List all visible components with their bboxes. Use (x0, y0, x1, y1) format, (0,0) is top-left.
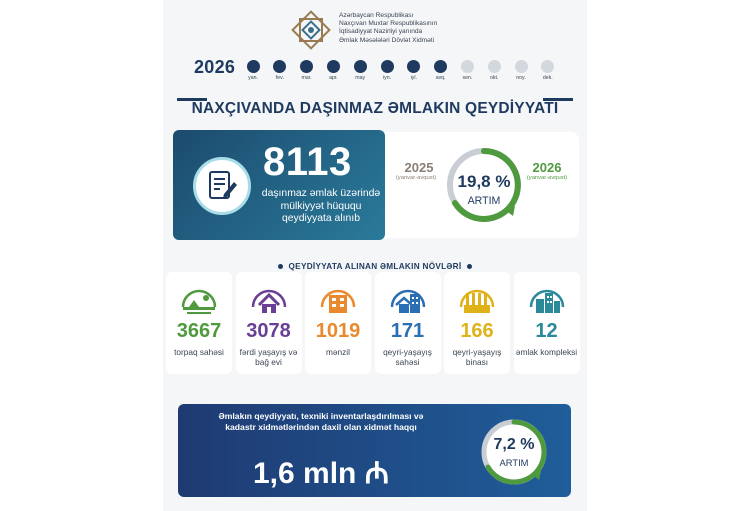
month-dot-inactive (515, 60, 528, 73)
month-dot-active (247, 60, 260, 73)
growth-label: ARTIM (467, 195, 501, 207)
month-item (238, 60, 268, 81)
category-label: qeyri-yaşayış sahəsi (383, 347, 432, 367)
month-dot-active (407, 60, 420, 73)
emblem-logo (290, 8, 332, 52)
category-value: 1019 (315, 320, 361, 342)
property-complex-icon (527, 285, 567, 317)
month-label: okt. (490, 75, 499, 81)
category-label: torpaq sahəsi (174, 347, 224, 357)
timeline-year: 2026 (194, 57, 236, 77)
category-value: 3667 (176, 320, 222, 342)
category-card (514, 272, 580, 374)
month-item (292, 60, 322, 81)
category-label: fərdi yaşayış və bağ evi (239, 347, 298, 367)
month-item (533, 60, 563, 81)
month-dot-active (354, 60, 367, 73)
month-label: may (355, 75, 366, 81)
category-card (166, 272, 232, 374)
org-line: Azərbaycan Respublikası (339, 12, 414, 19)
month-item (345, 60, 375, 81)
section-title-text: QEYDİYYATA ALINAN ƏMLAKIN NÖVLƏRİ (288, 262, 462, 271)
page-title: NAXÇIVANDA DAŞINMAZ ƏMLAKIN QEYDİYYATI (191, 100, 559, 117)
month-label: avq. (435, 75, 446, 81)
month-dot-active (381, 60, 394, 73)
document-edit-icon (193, 157, 251, 215)
to-period: (yanvar-avqust) (526, 175, 568, 181)
fee-growth-label: ARTIM (499, 457, 529, 468)
month-dot-active (327, 60, 340, 73)
fee-card (178, 404, 571, 497)
main-stat-card (173, 130, 385, 240)
infographic (163, 0, 587, 511)
category-card (236, 272, 302, 374)
category-list (163, 272, 587, 376)
month-label: dek. (542, 75, 553, 81)
month-item (426, 60, 456, 81)
category-value: 3078 (246, 320, 291, 342)
month-item (399, 60, 429, 81)
from-period: (yanvar-avqust) (395, 175, 437, 181)
month-label: fev. (275, 75, 284, 81)
month-dot-active (273, 60, 286, 73)
bullet-dot (467, 264, 472, 269)
category-value: 12 (535, 320, 558, 342)
commercial-space-icon (388, 285, 428, 317)
org-line: Naxçıvan Muxtar Respublikasının (339, 20, 438, 28)
growth-percent: 19,8 % (457, 172, 511, 191)
to-year: 2026 (532, 160, 562, 175)
month-label: yan. (248, 75, 258, 81)
month-item (506, 60, 536, 81)
month-item (265, 60, 295, 81)
month-item (479, 60, 509, 81)
registered-count: 8113 (263, 140, 352, 184)
month-dot-active (434, 60, 447, 73)
registered-description: daşınmaz əmlak üzərində mülkiyyət hüququ qeydiyyata alınıb (261, 188, 381, 224)
month-label: noy. (516, 75, 526, 81)
land-plot-icon (179, 285, 219, 317)
month-timeline (246, 60, 566, 84)
month-label: apr. (329, 75, 338, 81)
month-dot-inactive (488, 60, 501, 73)
factory-icon (457, 285, 497, 317)
section-title (163, 262, 587, 271)
month-item (318, 60, 348, 81)
month-dot-active (300, 60, 313, 73)
bullet-dot (278, 264, 283, 269)
category-card (444, 272, 510, 374)
fee-growth-percent: 7,2 % (493, 436, 535, 453)
month-label: iyl. (410, 75, 417, 81)
category-card (375, 272, 441, 374)
organization-name (339, 12, 479, 45)
month-label: iyn. (382, 75, 392, 81)
fee-description: Əmlakın qeydiyyatı, texniki inventarlaşdırılması və kadastr xidmətlərindən daxil olan xidmət haqqı (218, 411, 424, 433)
category-value: 171 (390, 320, 425, 342)
fee-amount: 1,6 mln ₼ (253, 457, 390, 490)
month-label: mar. (301, 75, 312, 81)
category-label: mənzil (326, 347, 350, 357)
month-dot-inactive (461, 60, 474, 73)
from-year: 2025 (404, 160, 434, 175)
category-card (305, 272, 371, 374)
month-item (372, 60, 402, 81)
category-label: qeyri-yaşayış binası (452, 347, 502, 367)
category-label: əmlak kompleksi (515, 347, 578, 357)
house-icon (249, 285, 289, 317)
apartment-icon (318, 285, 358, 317)
month-dot-inactive (541, 60, 554, 73)
org-line: İqtisadiyyat Nazirliyi yanında (339, 28, 423, 36)
org-line: Əmlak Məsələləri Dövlət Xidməti (339, 36, 435, 44)
month-item (452, 60, 482, 81)
category-value: 166 (460, 320, 494, 342)
month-label: sen. (462, 75, 473, 81)
